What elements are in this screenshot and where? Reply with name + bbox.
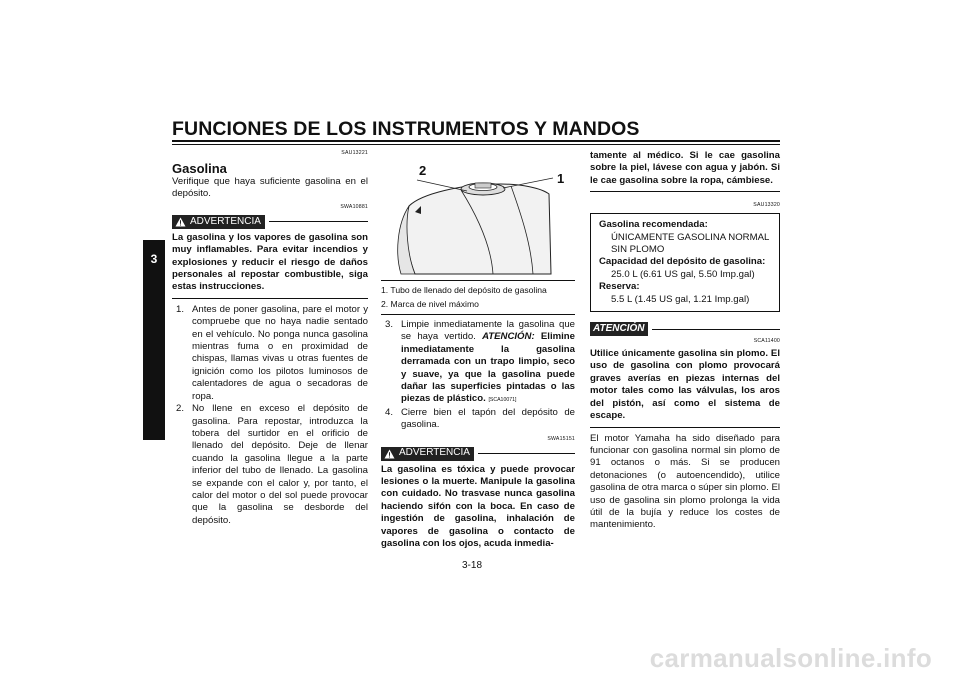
- caution-text: Utilice únicamente gasolina sin plomo. El uso de gasolina con plomo provocará graves averías en piezas internas del motor tales como las válvulas, los aros del pistón, así como el sistema de escape.: [590, 348, 780, 422]
- header-rule: [172, 140, 780, 142]
- watermark: carmanualsonline.info: [649, 643, 932, 673]
- figure-caption-2: 2. Marca de nivel máximo: [381, 299, 479, 309]
- page-number: 3-18: [462, 560, 483, 571]
- warning-header: [172, 215, 368, 229]
- item-3-text: Limpie inmediatamente la gasolina que se haya vertido.: [401, 319, 575, 343]
- warning-badge: [172, 215, 265, 229]
- warning-label: ADVERTENCIA: [399, 447, 470, 459]
- list-item-number: 4.: [385, 406, 394, 418]
- spec-value-capacity: 25.0 L (6.61 US gal, 5.50 Imp.gal): [611, 268, 755, 280]
- warning-text: La gasolina y los vapores de gasolina son muy inflamables. Para evitar incendios y explosiones y reducir el riesgo de daños personales al repostar combustible, siga estas instrucciones.: [172, 231, 368, 293]
- list-item-text: No llene en exceso el depósito de gasolina. Para repostar, introduzca la tobera del surtidor en el orificio de llenado del depósito. Deje de llenar cuando la gasolina llegue a la parte inferior del tubo de llenado. La gasolina se expande con el calor y, por tanto, el calor del motor o del sol puede provocar que la gasolina se desborde del depósito.: [192, 403, 368, 526]
- caption-rule-bottom: [381, 314, 575, 315]
- fuel-spec-box: [590, 213, 780, 312]
- caution-code: SCA11400: [753, 338, 780, 345]
- list-item-number: 3.: [385, 319, 394, 330]
- item-3-caution-label: ATENCIÓN:: [482, 331, 535, 343]
- warning-text-continued: tamente al médico. Si le cae gasolina sobre la piel, lávese con agua y jabón. Si le cae gasolina sobre la ropa, cámbiese.: [590, 150, 780, 186]
- warning-triangle-icon: [384, 449, 395, 459]
- warning-bottom-rule: [590, 191, 780, 192]
- list-item: [172, 304, 368, 403]
- column-1: [172, 150, 368, 527]
- intro-paragraph: Verifique que haya suficiente gasolina en el depósito.: [172, 176, 368, 200]
- figure-caption-1: 1. Tubo de llenado del depósito de gasolina: [381, 285, 547, 295]
- warning-triangle-icon: [175, 217, 186, 227]
- header-rule-thin: [172, 144, 780, 145]
- list-item: [381, 319, 575, 407]
- instruction-list: [172, 304, 368, 527]
- item-3-ref-code: [SCA10071]: [488, 397, 517, 404]
- caution-header: [590, 322, 780, 336]
- figure-label-1: 1: [557, 171, 565, 186]
- engine-paragraph: El motor Yamaha ha sido diseñado para funcionar con gasolina normal sin plomo de 91 octanos o más. Si se producen detonaciones (o autoencendido), utilice gasolina de otra marca o súper sin plomo. El uso de gasolina sin plomo prolonga la vida útil de la bujía y reduce los costes de mantenimiento.: [590, 432, 780, 531]
- caption-rule: [381, 280, 575, 281]
- warning-text: La gasolina es tóxica y puede provocar lesiones o la muerte. Manipule la gasolina con cuidado. No trasvase nunca gasolina haciendo sifón con la boca. En caso de ingestión de gasolina, inhalación de vapores de gasolina o contacto de gasolina con los ojos, acuda inmedia-: [381, 463, 575, 550]
- warning-code: SWA15151: [547, 435, 575, 442]
- warning-header: [381, 447, 575, 461]
- caution-bottom-rule: [590, 427, 780, 428]
- column-3: [590, 150, 780, 532]
- caution-label: ATENCIÓN: [593, 322, 645, 334]
- caution-line: [652, 329, 780, 330]
- list-item-text: Antes de poner gasolina, pare el motor y compruebe que no haya nadie sentado en el vehículo. No ponga nunca gasolina mientras fuma o en proximidad de chispas, llamas vivas u otras fuentes de ignición como los pilotos luminosos de calentadores de agua o secadoras de ropa.: [192, 303, 368, 402]
- fuel-tank-illustration: [381, 154, 575, 276]
- spec-label-capacity: Capacidad del depósito de gasolina:: [599, 256, 766, 268]
- section-code: SAU13221: [341, 150, 368, 156]
- caution-badge: [590, 322, 648, 336]
- spec-value-reserve: 5.5 L (1.45 US gal, 1.21 Imp.gal): [611, 293, 750, 305]
- list-item: [172, 403, 368, 527]
- spec-label-reserve: Reserva:: [599, 281, 640, 293]
- warning-bottom-rule: [172, 298, 368, 299]
- spec-code: SAU13320: [753, 202, 780, 209]
- warning-label: ADVERTENCIA: [190, 215, 261, 227]
- list-item: [381, 407, 575, 432]
- warning-badge: [381, 447, 474, 461]
- list-item-number: 1.: [176, 303, 185, 315]
- page-header-title: FUNCIONES DE LOS INSTRUMENTOS Y MANDOS: [172, 118, 640, 140]
- list-item-number: 2.: [176, 403, 185, 415]
- warning-line: [269, 221, 368, 222]
- spec-label-fuel: Gasolina recomendada:: [599, 219, 708, 231]
- item-3-caution-text: Elimine inmediatamente la gasolina derramada con un trapo limpio, seco y suave, ya que la gasolina puede dañar las superficies pintadas o las piezas de plástico.: [401, 331, 575, 405]
- instruction-list-continued: [381, 319, 575, 432]
- spec-value-fuel: ÚNICAMENTE GASOLINA NORMAL SIN PLOMO: [611, 231, 769, 256]
- chapter-tab: 3: [143, 240, 165, 440]
- list-item-text: [395, 319, 575, 407]
- warning-code: SWA10881: [340, 203, 368, 210]
- column-2: [381, 150, 575, 551]
- fuel-tank-figure: [381, 154, 575, 276]
- list-item-text: Cierre bien el tapón del depósito de gasolina.: [401, 406, 575, 431]
- figure-label-2: 2: [419, 163, 427, 178]
- section-title: Gasolina: [172, 161, 227, 176]
- warning-line: [478, 453, 575, 454]
